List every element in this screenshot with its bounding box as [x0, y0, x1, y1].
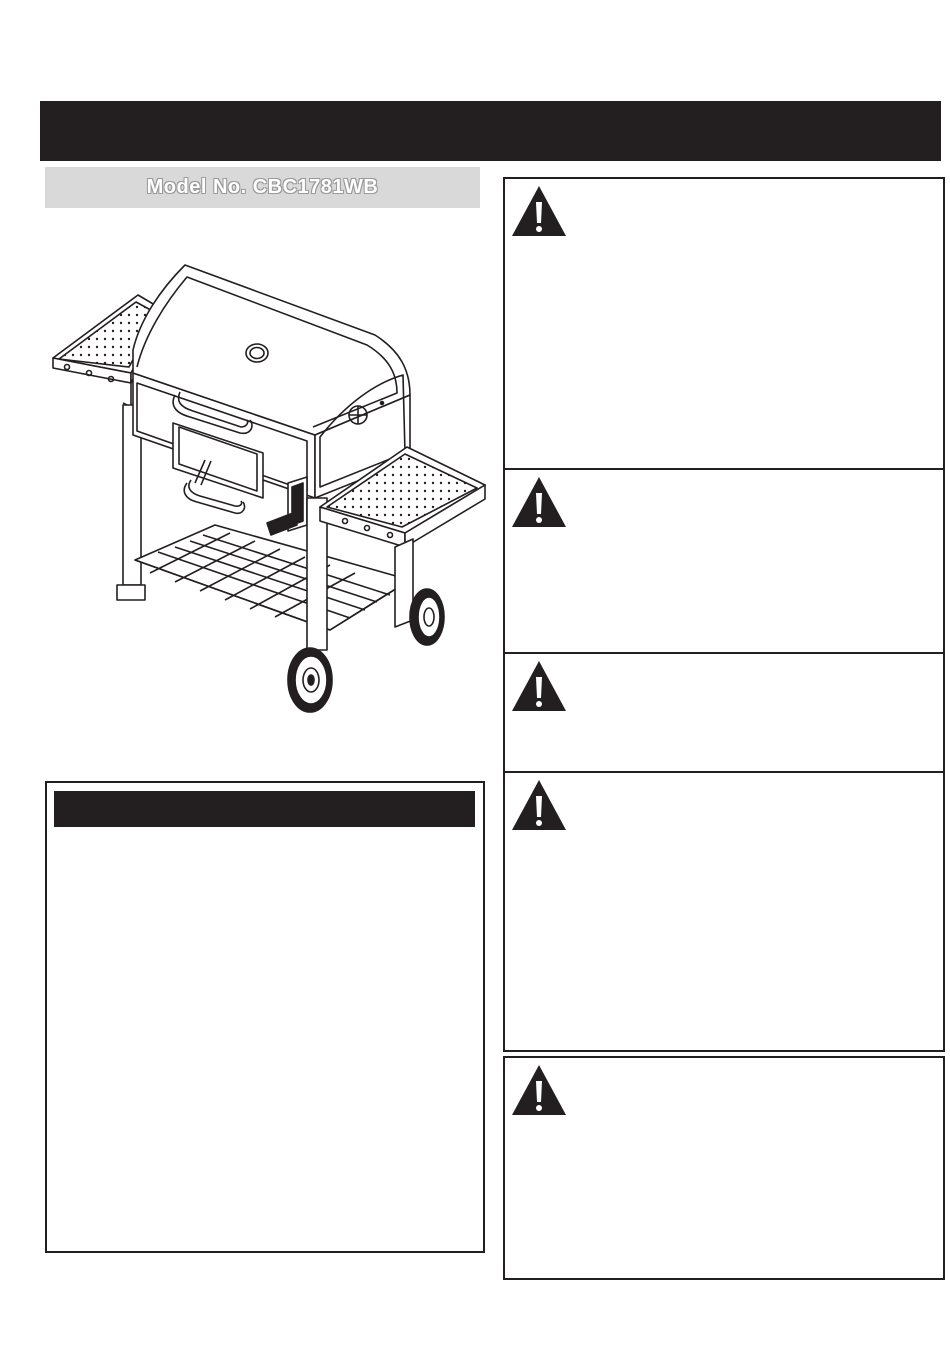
warning-triangle-icon [511, 185, 567, 237]
warning-triangle-icon [511, 476, 567, 528]
info-box [45, 781, 485, 1253]
grill-illustration [45, 255, 495, 725]
rear-wheel [410, 589, 444, 645]
front-wheel [288, 648, 332, 712]
warning-box [503, 468, 945, 654]
bottom-shelf [135, 525, 410, 630]
warning-triangle-icon [511, 1064, 567, 1116]
info-box-header-bar [54, 791, 475, 827]
model-number-band [45, 167, 480, 208]
warning-box [503, 771, 945, 1052]
warning-box [503, 1056, 945, 1280]
model-number-label: Model No. CBC1781WB [146, 176, 379, 198]
header-bar [40, 101, 941, 161]
warning-box [503, 177, 945, 470]
warning-triangle-icon [511, 779, 567, 831]
warning-triangle-icon [511, 660, 567, 712]
warning-box [503, 652, 945, 773]
